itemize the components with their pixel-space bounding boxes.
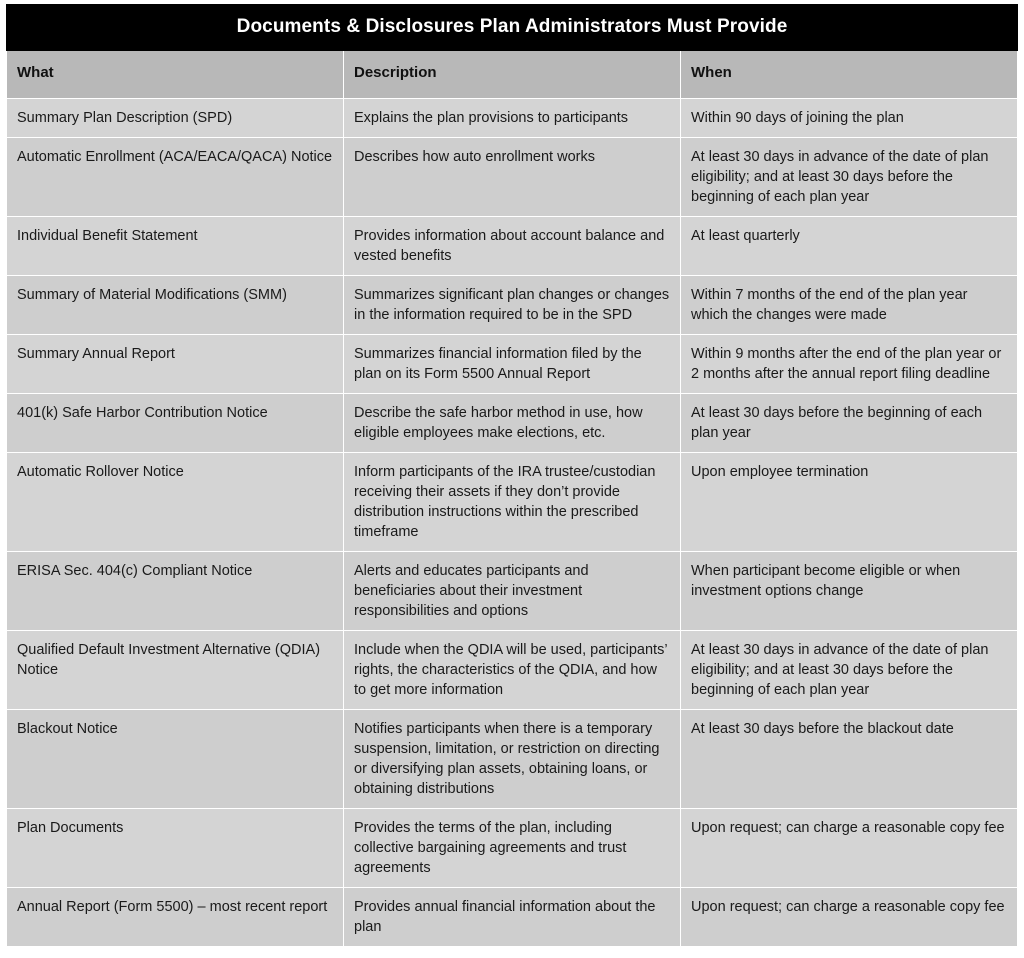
row-when	[681, 216, 1018, 275]
table-row	[7, 452, 1018, 551]
row-when-text: When participant become eligible or when investment options change	[691, 562, 961, 599]
table-row	[7, 808, 1018, 887]
row-description	[344, 98, 681, 137]
row-when	[681, 275, 1018, 334]
row-what-text: Summary Annual Report	[17, 345, 175, 362]
row-what-text: Annual Report (Form 5500) – most recent report	[17, 898, 328, 915]
table-row	[7, 334, 1018, 393]
table-row	[7, 393, 1018, 452]
row-description	[344, 216, 681, 275]
row-what-text: Automatic Enrollment (ACA/EACA/QACA) Notice	[17, 148, 333, 165]
row-what	[7, 452, 344, 551]
row-description	[344, 452, 681, 551]
row-description-text: Summarizes financial information filed by the plan on its Form 5500 Annual Report	[354, 345, 642, 382]
row-what	[7, 137, 344, 216]
table-row	[7, 887, 1018, 946]
row-when-text: At least quarterly	[691, 227, 800, 244]
row-what	[7, 275, 344, 334]
table-title-row	[7, 5, 1018, 51]
row-description	[344, 137, 681, 216]
column-header-what: What	[7, 51, 344, 99]
row-when	[681, 334, 1018, 393]
row-description-text: Provides annual financial information about the plan	[354, 898, 656, 935]
row-description-text: Provides the terms of the plan, including collective bargaining agreements and trust agreements	[354, 819, 627, 876]
row-description	[344, 334, 681, 393]
row-description-text: Inform participants of the IRA trustee/custodian receiving their assets if they don’t provide distribution instructions within the prescribed timeframe	[354, 463, 656, 540]
row-what	[7, 808, 344, 887]
row-description	[344, 887, 681, 946]
row-when-text: Upon request; can charge a reasonable copy fee	[691, 819, 1005, 836]
row-when	[681, 551, 1018, 630]
row-what-text: Individual Benefit Statement	[17, 227, 198, 244]
row-description-text: Describes how auto enrollment works	[354, 148, 595, 165]
row-description	[344, 275, 681, 334]
row-description-text: Explains the plan provisions to participants	[354, 109, 629, 126]
column-header-when: When	[681, 51, 1018, 99]
row-description	[344, 393, 681, 452]
row-what-text: ERISA Sec. 404(c) Compliant Notice	[17, 562, 253, 579]
row-when	[681, 393, 1018, 452]
row-what	[7, 709, 344, 808]
row-description-text: Summarizes significant plan changes or changes in the information required to be in the SPD	[354, 286, 670, 323]
documents-disclosures-table	[6, 4, 1018, 947]
row-description-text: Include when the QDIA will be used, participants’ rights, the characteristics of the QDIA, and how to get more information	[354, 641, 667, 698]
table-row	[7, 630, 1018, 709]
row-description	[344, 808, 681, 887]
row-when	[681, 808, 1018, 887]
row-what-text: Automatic Rollover Notice	[17, 463, 184, 480]
row-when-text: Upon request; can charge a reasonable copy fee	[691, 898, 1005, 915]
row-what	[7, 216, 344, 275]
row-what	[7, 887, 344, 946]
column-header-description: Description	[344, 51, 681, 99]
row-what-text: Plan Documents	[17, 819, 124, 836]
table-row	[7, 137, 1018, 216]
row-what-text: Summary Plan Description (SPD)	[17, 109, 233, 126]
table-row	[7, 216, 1018, 275]
row-description-text: Alerts and educates participants and beneficiaries about their investment responsibilities and options	[354, 562, 589, 619]
table-row	[7, 98, 1018, 137]
row-when	[681, 98, 1018, 137]
row-when-text: Within 90 days of joining the plan	[691, 109, 904, 126]
row-description	[344, 709, 681, 808]
table-row	[7, 551, 1018, 630]
table-header-row	[7, 51, 1018, 99]
row-what-text: Blackout Notice	[17, 720, 118, 737]
row-what-text: Qualified Default Investment Alternative (QDIA) Notice	[17, 641, 321, 678]
row-when-text: At least 30 days before the blackout date	[691, 720, 954, 737]
row-what	[7, 334, 344, 393]
row-what	[7, 98, 344, 137]
row-description-text: Describe the safe harbor method in use, how eligible employees make elections, etc.	[354, 404, 643, 441]
row-description	[344, 630, 681, 709]
row-when	[681, 452, 1018, 551]
row-when	[681, 709, 1018, 808]
row-when-text: Within 7 months of the end of the plan year which the changes were made	[691, 286, 968, 323]
row-when-text: Within 9 months after the end of the plan year or 2 months after the annual report filing deadline	[691, 345, 1002, 382]
row-description-text: Notifies participants when there is a temporary suspension, limitation, or restriction on directing or diversifying plan assets, obtaining loans, or obtaining distributions	[354, 720, 660, 797]
row-when	[681, 630, 1018, 709]
row-description-text: Provides information about account balance and vested benefits	[354, 227, 665, 264]
row-what	[7, 630, 344, 709]
row-what	[7, 393, 344, 452]
row-what	[7, 551, 344, 630]
table-body	[7, 5, 1018, 947]
table-row	[7, 709, 1018, 808]
row-when-text: Upon employee termination	[691, 463, 869, 480]
row-what-text: Summary of Material Modifications (SMM)	[17, 286, 287, 303]
row-when-text: At least 30 days in advance of the date of plan eligibility; and at least 30 days before the beginning of each plan year	[691, 148, 989, 205]
row-when	[681, 137, 1018, 216]
row-what-text: 401(k) Safe Harbor Contribution Notice	[17, 404, 268, 421]
row-when	[681, 887, 1018, 946]
row-description	[344, 551, 681, 630]
table-row	[7, 275, 1018, 334]
row-when-text: At least 30 days in advance of the date of plan eligibility; and at least 30 days before the beginning of each plan year	[691, 641, 989, 698]
row-when-text: At least 30 days before the beginning of each plan year	[691, 404, 983, 441]
table-title: Documents & Disclosures Plan Administrators Must Provide	[7, 5, 1018, 51]
